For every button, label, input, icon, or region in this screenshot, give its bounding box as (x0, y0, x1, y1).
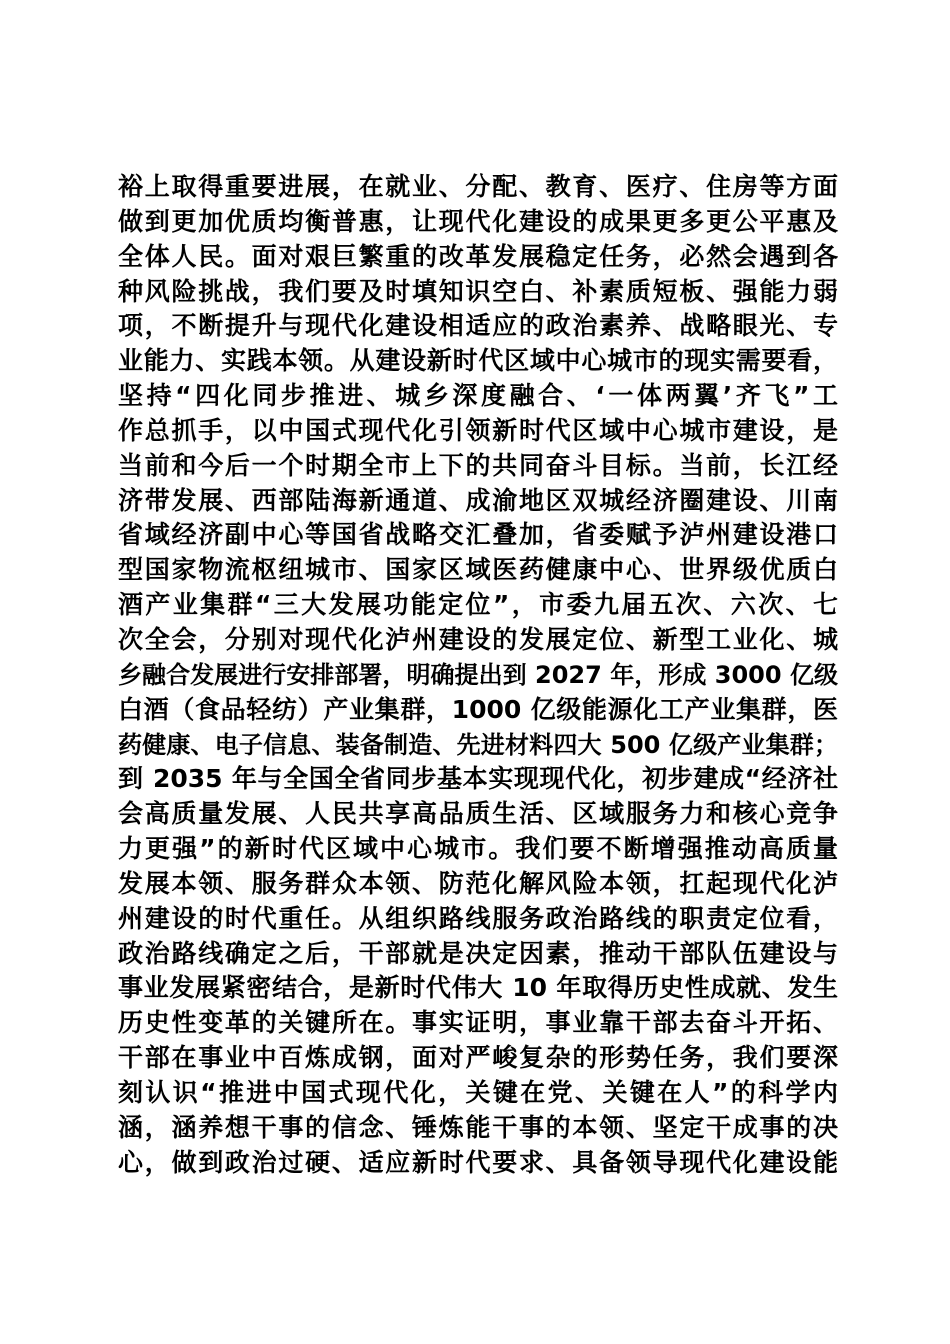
text-line: 干部在事业中百炼成钢，面对严峻复杂的形势任务，我们要深 (118, 1043, 838, 1073)
text-line: 事业发展紧密结合，是新时代伟大 10 年取得历史性成就、发生 (118, 973, 838, 1003)
text-line: 乡融合发展进行安排部署，明确提出到 2027 年，形成 3000 亿级 (118, 660, 838, 689)
text-line: 坚持“四化同步推进、城乡深度融合、‘一体两翼’齐飞”工 (118, 381, 838, 411)
text-line: 种风险挑战，我们要及时填知识空白、补素质短板、强能力弱 (118, 276, 838, 306)
text-line: 政治路线确定之后，干部就是决定因素，推动干部队伍建设与 (118, 938, 838, 968)
text-line: 药健康、电子信息、装备制造、先进材料四大 500 亿级产业集群； (118, 730, 838, 759)
text-line: 业能力、实践本领。从建设新时代区域中心城市的现实需要看， (118, 346, 838, 376)
text-line: 全体人民。面对艰巨繁重的改革发展稳定任务，必然会遇到各 (118, 241, 838, 271)
text-line: 历史性变革的关键所在。事实证明，事业靠干部去奋斗开拓、 (118, 1008, 838, 1038)
text-line: 次全会，分别对现代化泸州建设的发展定位、新型工业化、城 (118, 624, 838, 654)
text-line: 项，不断提升与现代化建设相适应的政治素养、战略眼光、专 (118, 311, 838, 341)
text-line: 作总抓手，以中国式现代化引领新时代区域中心城市建设，是 (118, 415, 838, 445)
body-paragraph (118, 170, 838, 1180)
text-line: 州建设的时代重任。从组织路线服务政治路线的职责定位看， (118, 903, 838, 933)
text-line: 济带发展、西部陆海新通道、成渝地区双城经济圈建设、川南 (118, 485, 838, 515)
text-line: 当前和今后一个时期全市上下的共同奋斗目标。当前，长江经 (118, 450, 838, 480)
text-line: 刻认识“推进中国式现代化，关键在党、关键在人”的科学内 (118, 1077, 838, 1107)
text-line: 力更强”的新时代区域中心城市。我们要不断增强推动高质量 (118, 834, 838, 864)
text-line: 型国家物流枢纽城市、国家区域医药健康中心、世界级优质白 (118, 555, 838, 585)
text-line: 省域经济副中心等国省战略交汇叠加，省委赋予泸州建设港口 (118, 520, 838, 550)
text-line: 到 2035 年与全国全省同步基本实现现代化，初步建成“经济社 (118, 764, 838, 794)
text-line: 心，做到政治过硬、适应新时代要求、具备领导现代化建设能 (118, 1147, 838, 1177)
text-line: 做到更加优质均衡普惠，让现代化建设的成果更多更公平惠及 (118, 206, 838, 236)
text-line: 发展本领、服务群众本领、防范化解风险本领，扛起现代化泸 (118, 868, 838, 898)
text-line: 酒产业集群“三大发展功能定位”，市委九届五次、六次、七 (118, 590, 838, 620)
text-line: 会高质量发展、人民共享高品质生活、区域服务力和核心竞争 (118, 799, 838, 829)
text-line: 裕上取得重要进展，在就业、分配、教育、医疗、住房等方面 (118, 172, 838, 201)
text-line: 涵，涵养想干事的信念、锤炼能干事的本领、坚定干成事的决 (118, 1112, 838, 1142)
text-line: 白酒（食品轻纺）产业集群，1000 亿级能源化工产业集群，医 (118, 694, 838, 724)
